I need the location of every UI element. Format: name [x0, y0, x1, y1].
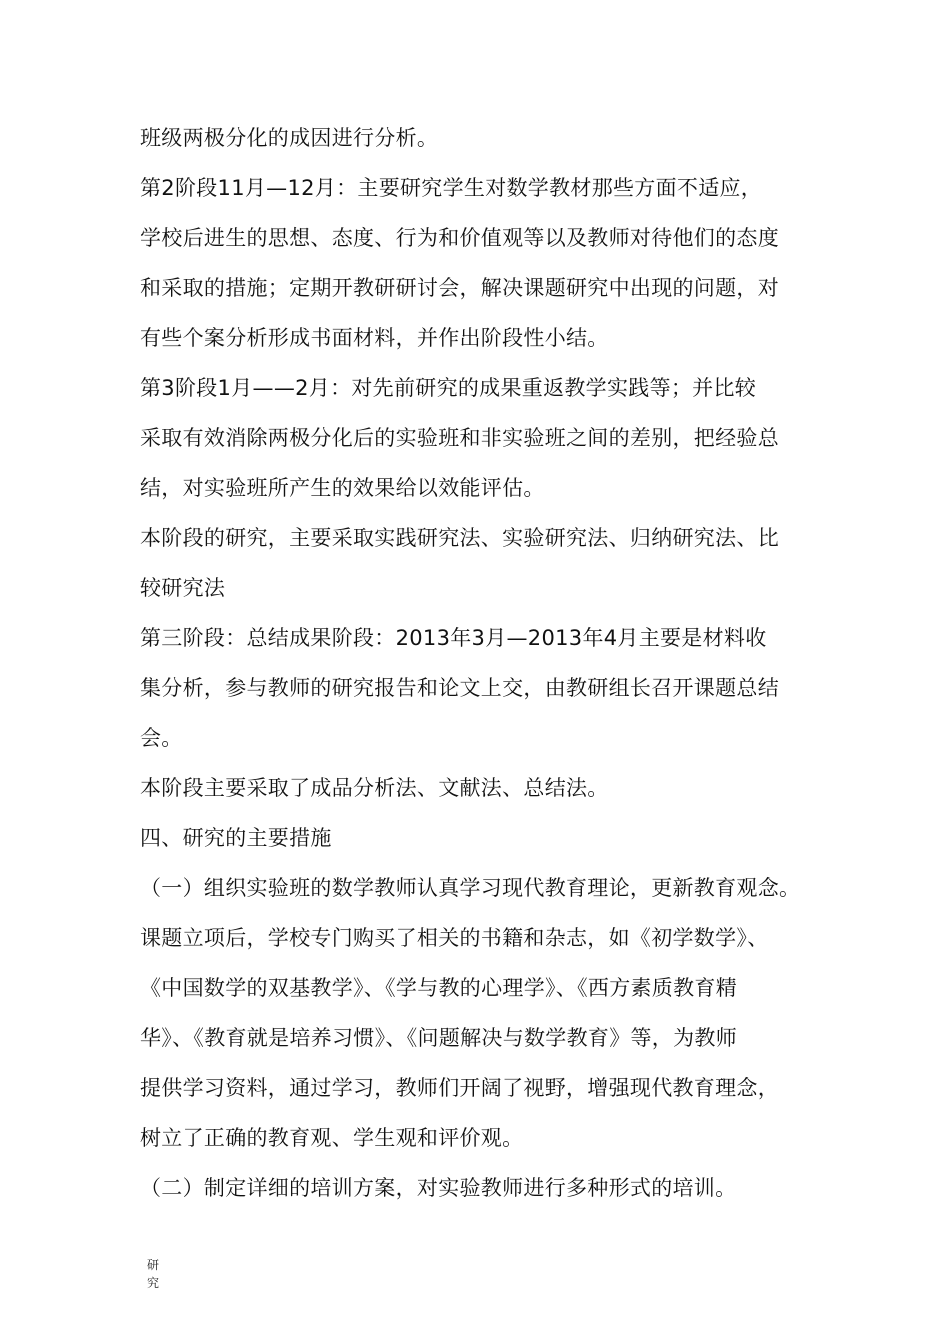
section-heading: 四、研究的主要措施 [140, 826, 332, 850]
text-line: 班级两极分化的成因进行分析。 [140, 126, 439, 150]
text-line: 提供学习资料，通过学习，教师们开阔了视野，增强现代教育理念， [140, 1076, 779, 1100]
subsection-heading: （二）制定详细的培训方案，对实验教师进行多种形式的培训。 [140, 1176, 737, 1200]
subsection-heading: （一）组织实验班的数学教师认真学习现代教育理论，更新教育观念。 [140, 876, 801, 900]
page-footer: 研究 [147, 1258, 160, 1290]
text-line: 学校后进生的思想、态度、行为和价值观等以及教师对待他们的态度 [140, 226, 779, 250]
text-line: 《中国数学的双基教学》、《学与教的心理学》、《西方素质教育精 [140, 976, 737, 1000]
text-line: 和采取的措施；定期开教研研讨会，解决课题研究中出现的问题，对 [140, 276, 779, 300]
text-line: 采取有效消除两极分化后的实验班和非实验班之间的差别，把经验总 [140, 426, 779, 450]
text-line: 集分析，参与教师的研究报告和论文上交，由教研组长召开课题总结 [140, 676, 779, 700]
text-line: 第三阶段：总结成果阶段：2013年3月—2013年4月主要是材料收 [140, 626, 767, 650]
text-line: 课题立项后，学校专门购买了相关的书籍和杂志，如《初学数学》、 [140, 926, 769, 950]
text-line: 本阶段的研究，主要采取实践研究法、实验研究法、归纳研究法、比 [140, 526, 779, 550]
text-line: 华》、《教育就是培养习惯》、《问题解决与数学教育》等，为教师 [140, 1026, 737, 1050]
text-line: 结，对实验班所产生的效果给以效能评估。 [140, 476, 545, 500]
text-line: 第3阶段1月——2月：对先前研究的成果重返教学实践等；并比较 [140, 376, 757, 400]
text-line: 会。 [140, 726, 183, 750]
text-line: 第2阶段11月—12月：主要研究学生对数学教材那些方面不适应， [140, 176, 763, 200]
text-line: 树立了正确的教育观、学生观和评价观。 [140, 1126, 524, 1150]
text-line: 有些个案分析形成书面材料，并作出阶段性小结。 [140, 326, 609, 350]
text-line: 较研究法 [140, 576, 226, 600]
text-line: 本阶段主要采取了成品分析法、文献法、总结法。 [140, 776, 609, 800]
